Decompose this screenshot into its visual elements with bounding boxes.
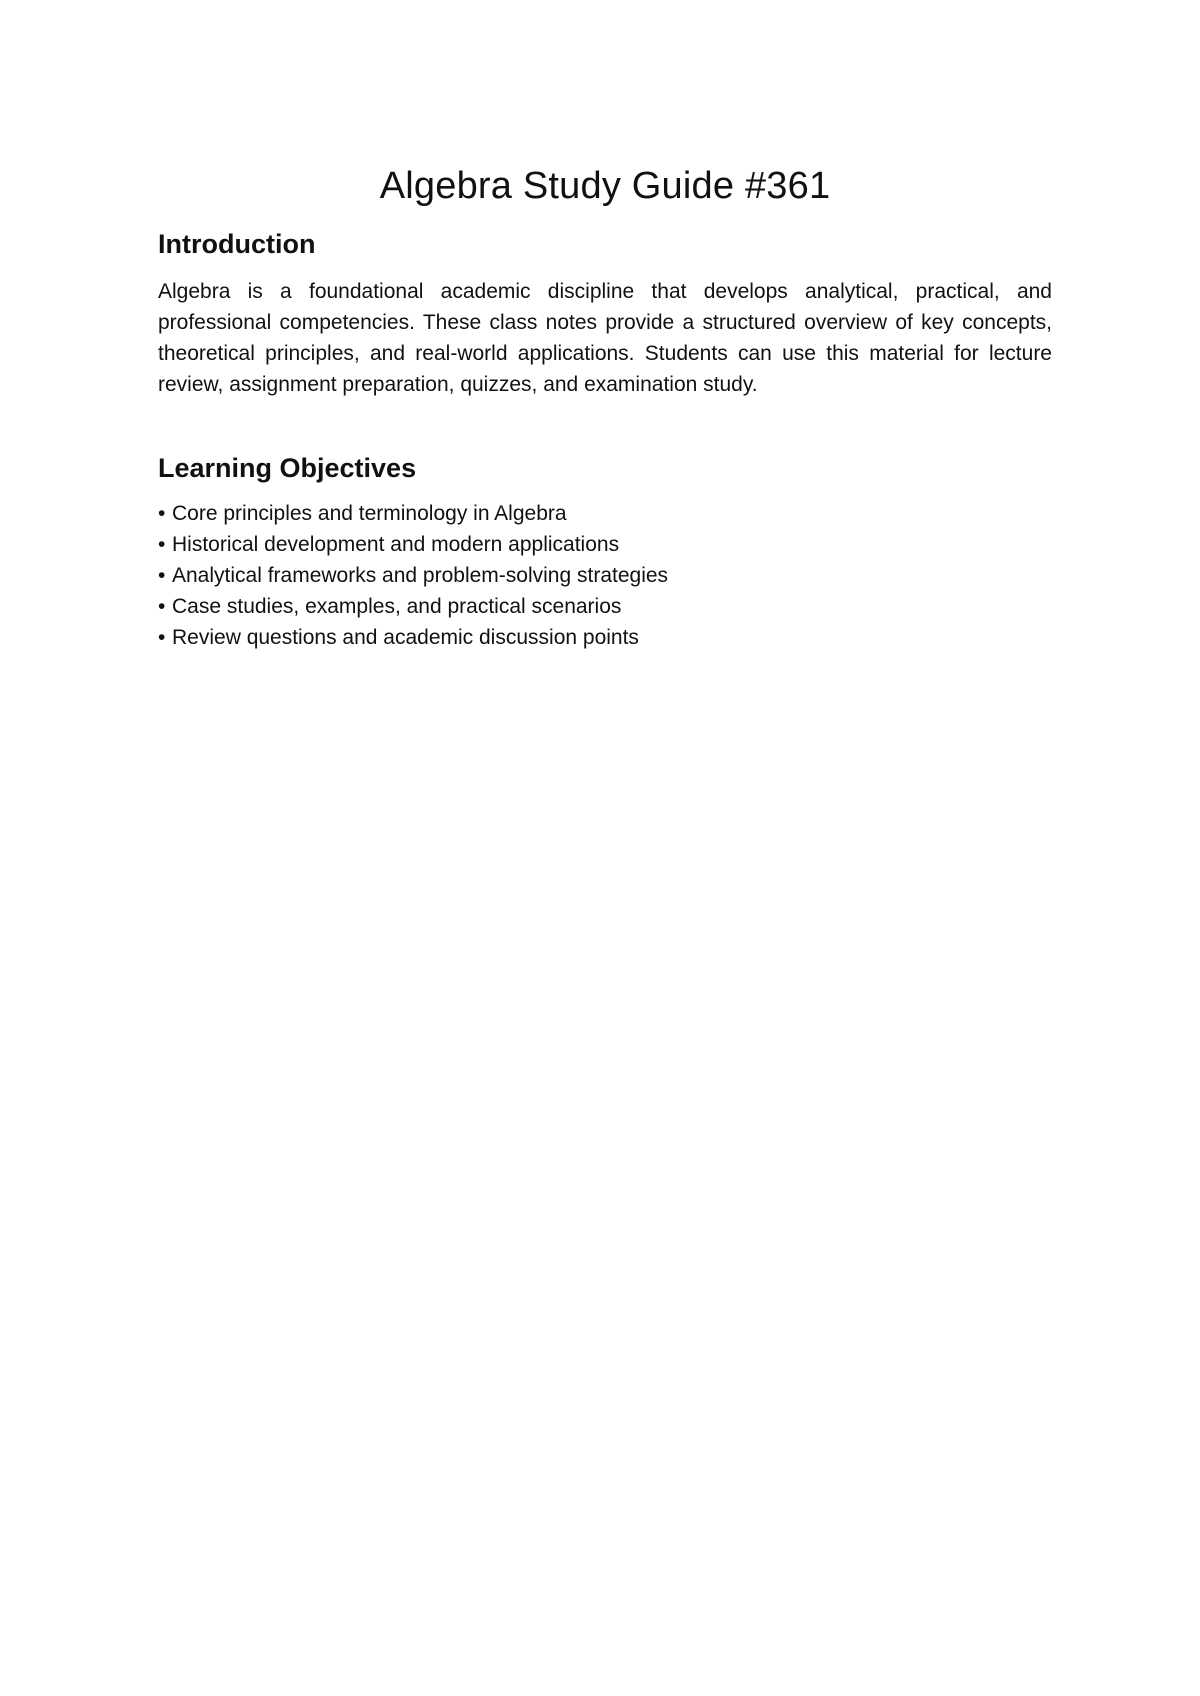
- bullet-icon: •: [158, 533, 166, 556]
- bullet-icon: •: [158, 626, 166, 649]
- bullet-icon: •: [158, 595, 166, 618]
- document-title: Algebra Study Guide #361: [379, 165, 831, 207]
- objective-text: Case studies, examples, and practical scenarios: [172, 595, 622, 618]
- document-content: [158, 158, 1052, 653]
- introduction-heading: Introduction: [158, 229, 316, 259]
- objective-text: Core principles and terminology in Algebra: [172, 502, 567, 525]
- objective-item: [158, 529, 1052, 560]
- learning-objectives-heading: Learning Objectives: [158, 453, 417, 483]
- bullet-icon: •: [158, 502, 166, 525]
- objective-text: Historical development and modern applications: [172, 533, 620, 556]
- learning-objectives-list: [158, 498, 1052, 653]
- objective-item: [158, 498, 1052, 529]
- objective-item: [158, 560, 1052, 591]
- objective-text: Review questions and academic discussion points: [172, 626, 639, 649]
- objective-text: Analytical frameworks and problem-solving strategies: [172, 564, 669, 587]
- introduction-paragraph: Algebra is a foundational academic discipline that develops analytical, practical, and professional competencies. These class notes provide a structured overview of key concepts, theoretical principles, and real-world applications. Students can use this material for lecture review, assignment preparation, quizzes, and examination study.: [158, 280, 1052, 396]
- objective-item: [158, 622, 1052, 653]
- objective-item: [158, 591, 1052, 622]
- bullet-icon: •: [158, 564, 166, 587]
